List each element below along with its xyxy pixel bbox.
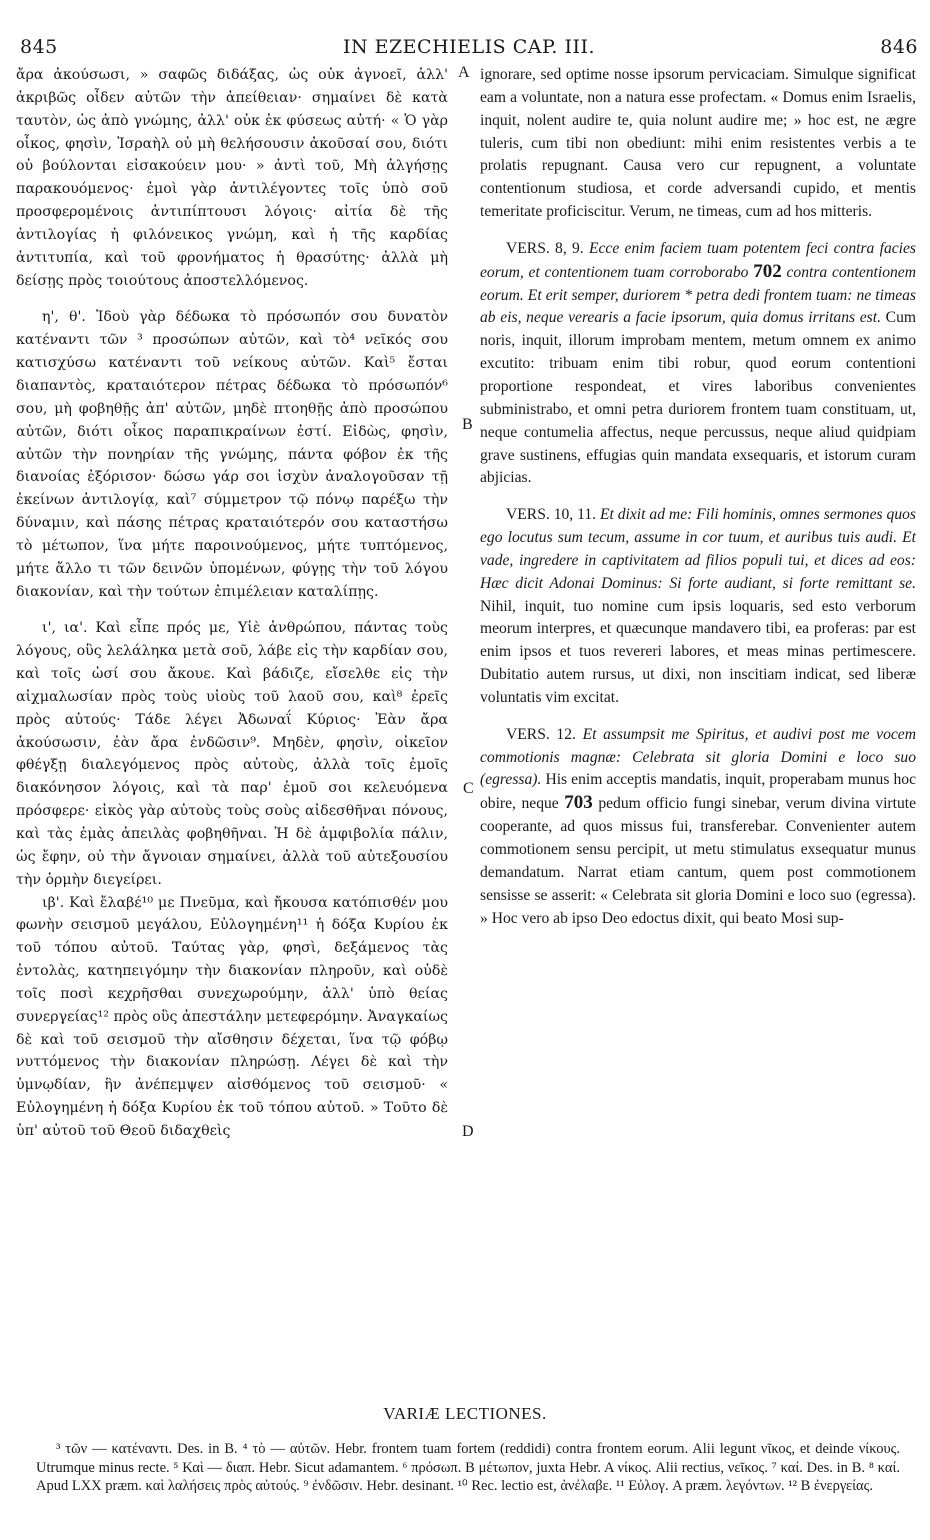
running-header bbox=[20, 36, 918, 62]
greek-paragraph-4: ιβ'. Καὶ ἔλαβέ¹⁰ με Πνεῦμα, καὶ ἤκουσα κατόπισθέν μου φωνὴν σεισμοῦ μεγάλου, Εὐλογημένη¹¹ ἡ δόξα Κυρίου ἐκ τοῦ τόπου αὐτοῦ. Ταύτας γὰρ, φησὶ, δεξάμενος τὰς ἐντολὰς, κατηπειγόμην τὴν διακονίαν πληροῦν, καὶ οὐδὲ τοῖς ποσὶ κεχρῆσθαι συνεχωρούμην, ἀλλ' ὑπὸ θείας συνεργείας¹² πρὸς οὓς ἀπεστάλην μετεφερόμην. Ἀναγκαίως δὲ καὶ τοῦ σεισμοῦ τὴν αἴσθησιν δέχεται, ἵνα τῷ φόβῳ νυττόμενος τὴν διακονίαν πληρώσῃ. Λέγει δὲ καὶ τὴν ὑμνῳδίαν, ἣν ἀνέπεμψεν αἰσθόμενος τοῦ σεισμοῦ· « Εὐλογημένη ἡ δόξα Κυρίου ἐκ τοῦ τόπου αὐτοῦ. » Τοῦτο δὲ ὑπ' αὐτοῦ τοῦ Θεοῦ διδαχθεὶς bbox=[16, 894, 448, 1139]
latin-paragraph-1: ignorare, sed optime nosse ipsorum pervicaciam. Simulque significat eam a voluntate, non a natura esse profectam. « Domus enim Israelis, inquit, nolent audire te, quia nolunt audire me; » hoc est, ne ægre tuleris, cum tibi non obediunt: mihi enim resistentes verbis a te prolatis repugnant. Causa vero cur repugnent, a voluntate contentionum studiosa, et corde adversandi cupido, et mentis temeritate proficiscitur. Verum, ne timeas, cum ad hos mitteris. bbox=[480, 66, 916, 221]
verse-text-8-9-cont: contra contentionem eorum. Et erit semper, duriorem * petra dedi frontem tuam: ne timeas ab eis, neque verearis a facie ipsorum, quia domus irritans est. bbox=[480, 263, 916, 327]
latin-paragraph-2 bbox=[480, 238, 916, 490]
greek-paragraph-1: ἄρα ἀκούσωσι, » σαφῶς διδάξας, ὡς οὐκ ἀγνοεῖ, ἀλλ' ἀκριβῶς οἶδεν αὐτῶν τὴν ἀπείθειαν· σημαίνει δὲ κατὰ ταυτὸν, ὡς ἀπὸ γνώμης, ἀλλ' οὐκ ἐκ φύσεως αὐτή· « Ὁ γὰρ οἶκος, φησὶν, Ἰσραὴλ οὐ μὴ θελήσουσιν ἀκοῦσαί σου, διότι οὐ βούλονται εἰσακούειν μου· » ἀντὶ τοῦ, Μὴ ἀλγήσῃς παρακουόμενος· ἐμοὶ γὰρ ἀντιλέγοντες τοῖς ὑπὸ σοῦ προσφερομένοις ἀντιπίπτουσι λόγοις· αἰτία δὲ τῆς ἀντιλογίας ἡ φιλόνεικος γνώμη, καὶ ἡ τῆς καρδίας ἀντιτυπία, καὶ τοῦ φρονήματος ἡ θρασύτης· ἀλλὰ μὴ δείσῃς πρὸς τοιούτους ἀποστελλόμενος. bbox=[16, 67, 448, 289]
column-number-702: 702 bbox=[753, 260, 782, 282]
verse-ref-10-11: VERS. 10, 11. bbox=[506, 506, 597, 524]
commentary-8-9: Cum noris, inquit, illorum improbam mentem, metum omnem ex animo excutito: tribuam enim tibi robur, quod eorum contentioni proportione respondeat, et vires laboribus convenientes subministrabo, et omni petra duriorem frontem tuam constituam, ut, neque contumelia affectus, neque percussus, neque aliud quidpiam grave sustinens, effugias quin mandata exsequaris, et istorum curam abjicias. bbox=[480, 309, 916, 487]
verse-text-10-11: Et dixit ad me: Fili hominis, omnes sermones quos ego locutus sum tecum, assume in cor tuum, et auribus tuis audi. Et vade, ingredere in captivitatem ad filios populi tui, et dices ad eos: Hæc dicit Adonai Dominus: Si forte audiant, si forte remittant se. bbox=[480, 506, 916, 592]
commentary-12-cont: pedum officio fungi sinebar, verum divina virtute cooperante, ad quos missus fui, transferebar. Convenienter autem commotionem sensu percipit, ut metu stimulatus exsequatur munus demandatum. Narrat etiam cantum, quem post commotionem sensisse se asserit: « Celebrata sit gloria Domini e loco suo (egressa). » Hoc vero ab ipso Deo edoctus dixit, qui beato Mosi sup- bbox=[480, 795, 917, 927]
variae-lectiones-text: ³ τῶν — κατέναντι. Des. in B. ⁴ τὸ — αὐτῶν. Hebr. frontem tuam fortem (reddidi) contra frontem eorum. Alii legunt νῖκος, et deinde νίκους. Utrumque minus recte. ⁵ Καὶ — διαπ. Hebr. Sicut adamantem. ⁶ πρόσωπ. B μέτωπον, juxta Hebr. A νίκος. Alii rectius, νεῖκος. ⁷ καί. Des. in B. ⁸ καί. Apud LXX præm. καὶ λαλήσεις πρὸς αὐτούς. ⁹ ἐνδῶσιν. Hebr. desinant. ¹⁰ Rec. lectio est, ἀνέλαβε. ¹¹ Εὐλογ. A præm. λεγόντων. ¹² B ἐνεργείας. bbox=[36, 1441, 900, 1494]
verse-text-12: Et assumpsit me Spiritus, et audivi post me vocem commotionis magnæ: Celebrata sit gloria Domini e loco suo (egressa). bbox=[480, 725, 916, 789]
commentary-12: His enim acceptis mandatis, inquit, properabam munus hoc obire, neque bbox=[480, 771, 916, 813]
page-number-right: 846 bbox=[880, 36, 918, 58]
latin-column bbox=[480, 64, 916, 930]
greek-column bbox=[16, 64, 448, 1143]
margin-letter-d: D bbox=[462, 1123, 474, 1140]
page-number-left: 845 bbox=[20, 36, 58, 58]
greek-paragraph-2: η', θ'. Ἰδοὺ γὰρ δέδωκα τὸ πρόσωπόν σου δυνατὸν κατέναντι τῶν ³ προσώπων αὐτῶν, καὶ τὸ⁴ νεῖκός σου κατισχύσω κατέναντι τοῦ νείκους αὐτῶν. Καὶ⁵ ἔσται διαπαντὸς, κραταιότερον πέτρας δέδωκα τὸ πρόσωπόν⁶ σου, μὴ φοβηθῇς ἀπ' αὐτῶν, μηδὲ πτοηθῇς ἀπὸ προσώπου αὐτῶν, διότι οἶκος παραπικραίνων ἐστί. Εἰδὼς, φησὶν, αὐτῶν τὴν πονηρίαν τῆς γνώμης, πάντα φόβον ἐκ τῆς διανοίας ἐξόρισον· δώσω γάρ σοι ἰσχὺν ἀναλογοῦσαν τῇ ἐκείνων ἀντιλογίᾳ, καὶ⁷ σύμμετρον τῷ πόνῳ παρέξω τὴν δύναμιν, καὶ πάσης πέτρας κραταιότερόν σου καταστήσω τὸ μέτωπον, ἵνα μήτε παροινούμενος, μήτε τυπτόμενος, μήτε ἄλλο τι τῶν δεινῶν ὑπομένων, φύγῃς τὴν τοῦ λόγου διακονίαν, καὶ τὴν τούτων ἐπιμέλειαν καταλίπῃς. bbox=[16, 309, 448, 600]
verse-ref-8-9: VERS. 8, 9. bbox=[506, 239, 584, 257]
variae-lectiones-title: VARIÆ LECTIONES. bbox=[383, 1404, 547, 1423]
variae-lectiones-notes bbox=[36, 1440, 900, 1496]
latin-paragraph-4 bbox=[480, 724, 916, 931]
column-number-703: 703 bbox=[564, 792, 593, 814]
margin-letter-c: C bbox=[463, 780, 474, 797]
running-title: IN EZECHIELIS CAP. III. bbox=[342, 36, 596, 58]
verse-text-8-9: Ecce enim faciem tuam potentem feci contra facies eorum, et contentionem tuam corroborabo bbox=[480, 239, 916, 281]
commentary-10-11: Nihil, inquit, tuo nomine cum ipsis loquaris, sed esto verborum meorum interpres, et quæcunque mandavero tibi, ea proferas: par est enim ipsos et tuos revereri labores, et meas minas pertimescere. Dubitatio autem rursus, ut dixi, non inscitiam indicat, sed liberæ voluntatis vim excitat. bbox=[480, 597, 916, 706]
verse-ref-12: VERS. 12. bbox=[506, 725, 576, 743]
latin-paragraph-3 bbox=[480, 504, 916, 710]
margin-letter-a: A bbox=[458, 64, 470, 81]
margin-letter-b: B bbox=[462, 416, 473, 433]
greek-paragraph-3: ι', ια'. Καὶ εἶπε πρός με, Υἱὲ ἀνθρώπου, πάντας τοὺς λόγους, οὓς λελάληκα μετὰ σοῦ, λάβε εἰς τὴν καρδίαν σου, καὶ τοῖς ὠσί σου ἄκουε. Καὶ βάδιζε, εἴσελθε εἰς τὴν αἰχμαλωσίαν πρὸς τοὺς υἱοὺς τοῦ λαοῦ σου, καὶ⁸ ἐρεῖς πρὸς αὐτούς· Τάδε λέγει Ἀδωναΐ Κύριος· Ἐὰν ἄρα ἀκούσωσιν, ἐὰν ἄρα ἐνδῶσιν⁹. Μηδὲν, φησὶν, οἰκεῖον φθέγξῃ διαλεγόμενος πρὸς αὐτοὺς, ἀλλὰ τοῖς ἐμοῖς διακόνησον λόγοις, καὶ τὰ παρ' ἐμοῦ σοι κελευόμενα πρόσφερε· εἰκὸς γὰρ αὐτοὺς τοὺς σοὺς αἰδεσθῆναι πόνους, καὶ τὰς ἐμὰς ἀπειλὰς φοβηθῆναι. Ἡ δὲ ἀμφιβολία πάλιν, ὡς ἔφην, οὐ τὴν ἄγνοιαν σημαίνει, ἀλλὰ τοῦ αὐτεξουσίου τὴν ὁρμὴν διεγείρει. bbox=[16, 620, 448, 888]
